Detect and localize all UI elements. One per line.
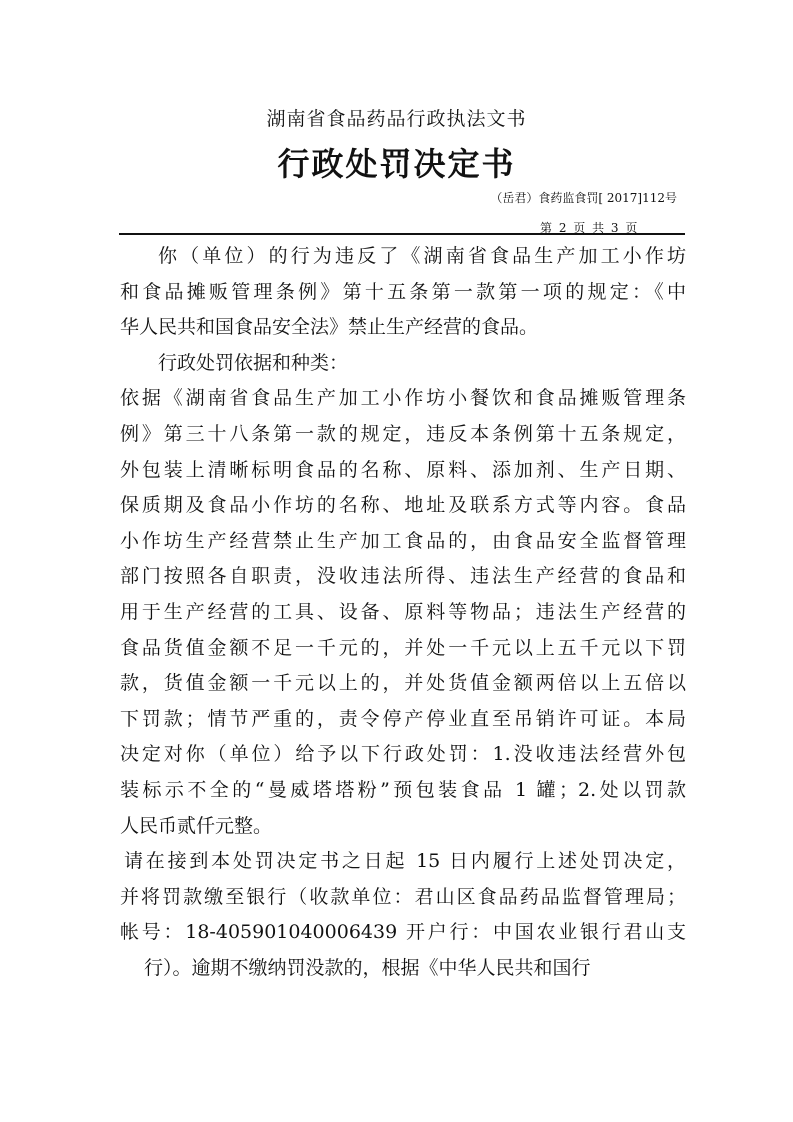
body-line: 保质期及食品小作坊的名称、地址及联系方式等内容。食品	[120, 494, 686, 517]
page-indicator: 第 2 页 共 3 页	[540, 221, 638, 235]
document-body	[120, 239, 686, 986]
body-line: 部门按照各自职责，没收违法所得、违法生产经营的食品和	[120, 565, 686, 588]
body-line: 用于生产经营的工具、设备、原料等物品；违法生产经营的	[120, 600, 686, 623]
body-line: 依据《湖南省食品生产加工小作坊小餐饮和食品摊贩管理条	[120, 387, 686, 410]
body-line: 人民币贰仟元整。	[120, 814, 273, 837]
body-line: 款，货值金额一千元以上的，并处货值金额两倍以上五倍以	[120, 672, 686, 695]
body-line: 你（单位）的行为违反了《湖南省食品生产加工小作坊	[158, 245, 686, 267]
body-line: 行政处罚依据和种类：	[158, 351, 349, 374]
body-line: 和食品摊贩管理条例》第十五条第一款第一项的规定：《中	[120, 280, 686, 303]
document-header-title: 湖南省食品药品行政执法文书	[266, 108, 527, 130]
body-line: 华人民共和国食品安全法》禁止生产经营的食品。	[120, 316, 539, 339]
body-line: 装标示不全的“曼威塔塔粉”预包装食品 1 罐；2.处以罚款	[120, 778, 686, 801]
body-line: 例》第三十八条第一款的规定，违反本条例第十五条规定，	[120, 422, 686, 445]
document-number: （岳君）食药监食罚[ 2017]112号	[490, 191, 677, 205]
header-divider	[119, 233, 685, 235]
body-line: 外包装上清晰标明食品的名称、原料、添加剂、生产日期、	[120, 458, 686, 481]
document-title: 行政处罚决定书	[277, 145, 516, 183]
body-line: 并将罚款缴至银行（收款单位：君山区食品药品监督管理局；	[120, 885, 686, 908]
body-line: 食品货值金额不足一千元的，并处一千元以上五千元以下罚	[120, 636, 686, 659]
body-line: 请在接到本处罚决定书之日起 15 日内履行上述处罚决定，	[124, 850, 686, 873]
body-line: 帐号：18-405901040006439 开户行：中国农业银行君山支	[120, 921, 686, 944]
body-line: 小作坊生产经营禁止生产加工食品的，由食品安全监督管理	[120, 529, 686, 552]
body-line: 下罚款；情节严重的，责令停产停业直至吊销许可证。本局	[120, 707, 686, 730]
body-line: 决定对你（单位）给予以下行政处罚：1.没收违法经营外包	[120, 743, 686, 766]
body-line: 行）。逾期不缴纳罚没款的，根据《中华人民共和国行	[144, 956, 591, 979]
